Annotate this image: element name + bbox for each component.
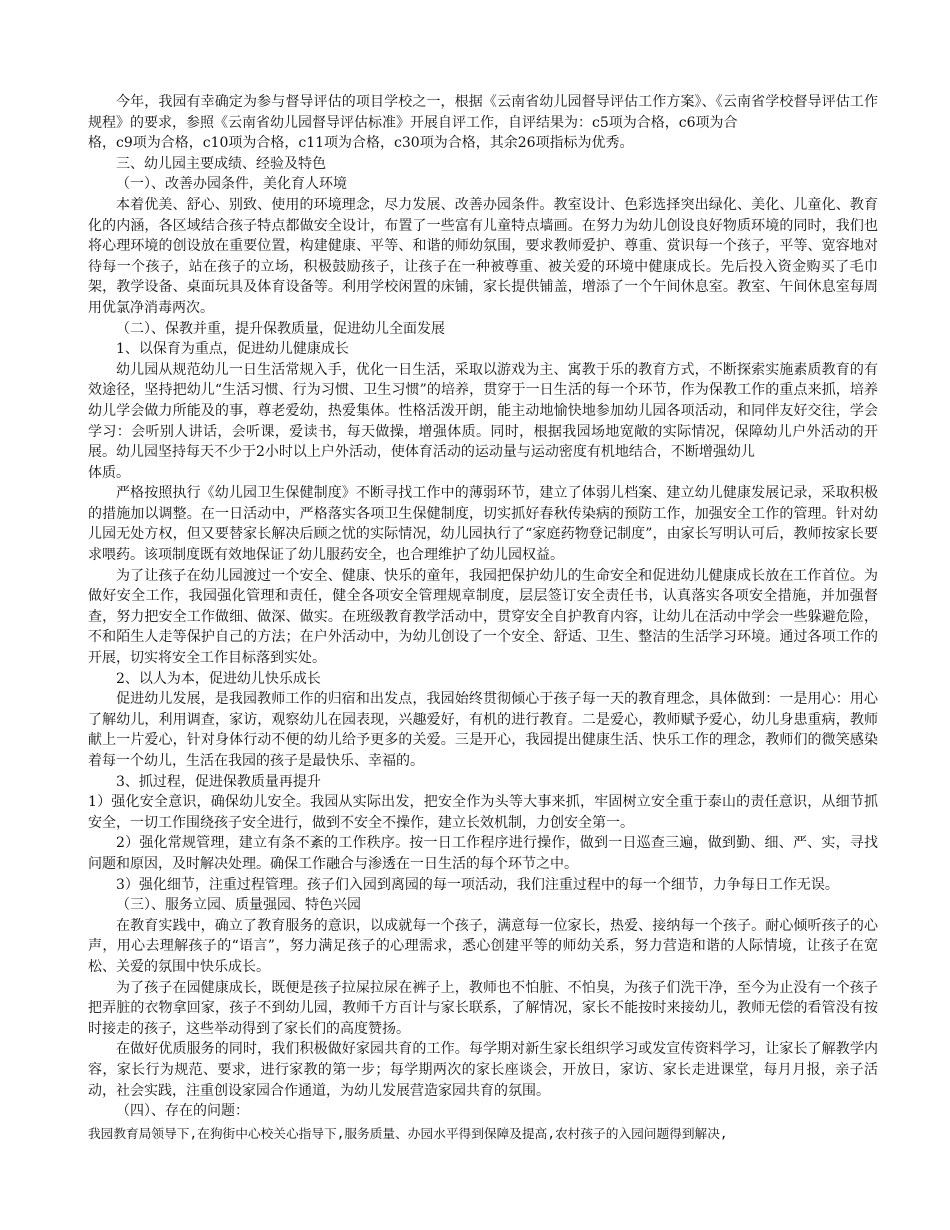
section-heading: （一）、改善办园条件，美化育人环境: [116, 176, 347, 193]
paragraph: 为了让孩子在幼儿园渡过一个安全、健康、快乐的童年，我园把保护幼儿的生命安全和促进幼儿健康成长放在工作首位。为做好安全工作，我园强化管理和责任，健全各项安全管理规章制度，层层签订安全责任书，认真落实各项安全措施，并加强督查，努力把安全工作做细、做深、做实。在班级教育教学活动中，贯穿安全自护教育内容，让幼儿在活动中学会一些躲避危险，不和陌生人走等保护自己的方法；在户外活动中，为幼儿创设了一个安全、舒适、卫生、整洁的生活学习环境。通过各项工作的开展，切实将安全工作目标落到实处。: [88, 567, 878, 667]
section-heading: 3、抓过程，促进保教质量再提升: [116, 773, 321, 790]
paragraph: 1）强化安全意识，确保幼儿安全。我园从实际出发，把安全作为头等大事来抓，牢固树立安全重于泰山的责任意识，从细节抓安全，一切工作围绕孩子安全进行，做到不安全不操作，建立长效机制，力创安全第一。: [88, 794, 878, 831]
paragraph: 我园教育局领导下,在狗街中心校关心指导下,服务质量、办园水平得到保障及提高,农村孩子的入园问题得到解决,: [88, 1125, 728, 1141]
paragraph: 在做好优质服务的同时，我们积极做好家园共育的工作。每学期对新生家长组织学习或发宣传资料学习，让家长了解教学内容，家长行为规范、要求，进行家教的第一步；每学期两次的家长座谈会，开放日，家访、家长走进课堂，每月月报，亲子活动，社会实践，注重创设家园合作通道，为幼儿发展营造家园共育的氛围。: [88, 1041, 878, 1099]
paragraph: 为了孩子在园健康成长，既便是孩子拉屎拉尿在裤子上，教师也不怕脏、不怕臭，为孩子们洗干净，至今为止没有一个孩子把弄脏的衣物拿回家，孩子不到幼儿园，教师千方百计与家长联系，了解情况，家长不能按时来接幼儿，教师无偿的看管没有按时接走的孩子，这些举动得到了家长们的高度赞扬。: [88, 979, 878, 1037]
paragraph: 2）强化常规管理，建立有条不紊的工作秩序。按一日工作程序进行操作，做到一日巡查三遍，做到勤、细、严、实，寻找问题和原因，及时解决处理。确保工作融合与渗透在一日生活的每个环节之中。: [88, 835, 878, 872]
document-body: [88, 92, 878, 1144]
paragraph: 格，c9项为合格，c10项为合格，c11项为合格，c30项为合格，其余26项指标为优秀。: [88, 135, 634, 152]
paragraph: 本着优美、舒心、别致、使用的环境理念，尽力发展、改善办园条件。教室设计、色彩选择突出绿化、美化、儿童化、教育化的内涵，各区域结合孩子特点都做安全设计，布置了一些富有儿童特点墙画。在努力为幼儿创设良好物质环境的同时，我们也将心理环境的创设放在重要位置，构建健康、平等、和谐的师幼氛围，要求教师爱护、尊重、赏识每一个孩子，平等、宽容地对待每一个孩子，站在孩子的立场，积极鼓励孩子，让孩子在一种被尊重、被关爱的环境中健康成长。先后投入资金购买了毛巾架，教学设备、桌面玩具及体育设备等。利用学校闲置的床铺，家长提供铺盖，增添了一个午间休息室。教室、午间休息室每周用优氯净消毒两次。: [88, 196, 878, 316]
paragraph: 严格按照执行《幼儿园卫生保健制度》不断寻找工作中的薄弱环节，建立了体弱儿档案、建立幼儿健康发展记录，采取积极的措施加以调整。在一日活动中，严格落实各项卫生保健制度，切实抓好春秋传染病的预防工作，加强安全工作的管理。针对幼儿园无处方权，但又要替家长解决后顾之忧的实际情况，幼儿园执行了“家庭药物登记制度”，由家长写明认可后，教师按家长要求喂药。该项制度既有效地保证了幼儿服药安全，也合理维护了幼儿园权益。: [88, 485, 878, 564]
paragraph: 今年，我园有幸确定为参与督导评估的项目学校之一，根据《云南省幼儿园督导评估工作方案》、《云南省学校督导评估工作规程》的要求，参照《云南省幼儿园督导评估标准》开展自评工作，自评结果为：c5项为合格，c6项为合: [88, 94, 878, 131]
paragraph: 体质。: [88, 464, 130, 481]
section-heading: 2、以人为本，促进幼儿快乐成长: [116, 670, 321, 687]
section-heading: （四）、存在的问题：: [116, 1103, 249, 1120]
paragraph: 幼儿园从规范幼儿一日生活常规入手，优化一日生活，采取以游戏为主、寓教于乐的教育方式，不断探索实施素质教育的有效途径，坚持把幼儿“生活习惯、行为习惯、卫生习惯”的培养，贯穿于一日生活的每一个环节，作为保教工作的重点来抓，培养幼儿学会做力所能及的事，尊老爱幼，热爱集体。性格活泼开朗，能主动地愉快地参加幼儿园各项活动，和同伴友好交往，学会学习：会听别人讲话，会听课，爱读书，每天做操，增强体质。同时，根据我园场地宽敞的实际情况，保障幼儿户外活动的开展。幼儿园坚持每天不少于2小时以上户外活动，使体育活动的运动量与运动密度有机地结合，不断增强幼儿: [88, 361, 878, 461]
section-heading: 三、幼儿园主要成绩、经验及特色: [116, 155, 326, 172]
paragraph: 在教育实践中，确立了教育服务的意识，以成就每一个孩子，满意每一位家长，热爱、接纳每一个孩子。耐心倾听孩子的心声，用心去理解孩子的“语言”，努力满足孩子的心理需求，悉心创建平等的师幼关系，努力营造和谐的人际情境，让孩子在宽松、关爱的氛围中快乐成长。: [88, 917, 878, 975]
section-heading: 1、以保育为重点，促进幼儿健康成长: [116, 341, 349, 358]
section-heading: （二）、保教并重，提升保教质量，促进幼儿全面发展: [116, 320, 445, 337]
paragraph: 3）强化细节，注重过程管理。孩子们入园到离园的每一项活动，我们注重过程中的每一个细节，力争每日工作无误。: [116, 876, 839, 893]
section-heading: （三）、服务立园、质量强园、特色兴园: [116, 897, 361, 914]
paragraph: 促进幼儿发展，是我园教师工作的归宿和出发点，我园始终贯彻倾心于孩子每一天的教育理念，具体做到：一是用心：用心了解幼儿，利用调查，家访，观察幼儿在园表现，兴趣爱好，有机的进行教育。二是爱心，教师赋予爱心，幼儿身患重病，教师献上一片爱心，针对身体行动不便的幼儿给予更多的关爱。三是开心，我园提出健康生活、快乐工作的理念，教师们的微笑感染着每一个幼儿，生活在我园的孩子是最快乐、幸福的。: [88, 691, 878, 769]
